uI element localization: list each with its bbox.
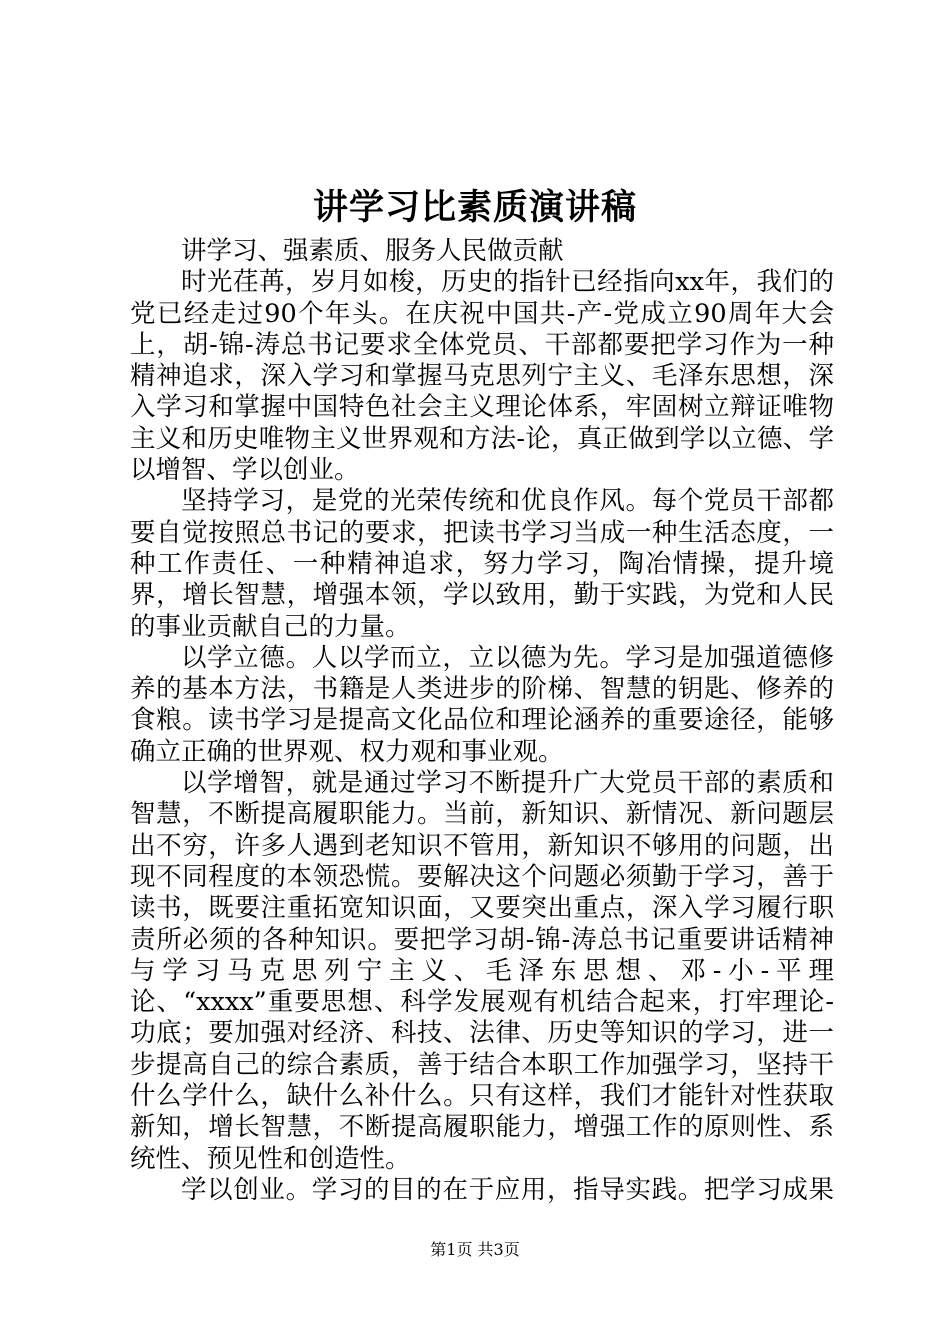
document-title: 讲学习比素质演讲稿 <box>312 187 637 228</box>
document-body <box>130 236 834 1206</box>
body-paragraph: 坚持学习，是党的光荣传统和优良作风。每个党员干部都要自觉按照总书记的要求，把读书学习当成一种生活态度，一种工作责任、一种精神追求，努力学习，陶冶情操，提升境界，增长智慧，增强本领，学以致用，勤于实践，为党和人民的事业贡献自己的力量。 <box>130 486 834 642</box>
body-paragraph: 学以创业。学习的目的在于应用，指导实践。把学习成果 <box>181 1174 834 1205</box>
subtitle-paragraph: 讲学习、强素质、服务人民做贡献 <box>181 236 564 266</box>
page-number-footer: 第1页 共3页 <box>430 1240 520 1259</box>
body-paragraph: 以学立德。人以学而立，立以德为先。学习是加强道德修养的基本方法，书籍是人类进步的阶梯、智慧的钥匙、修养的食粮。读书学习是提高文化品位和理论涵养的重要途径，能够确立正确的世界观、权力观和事业观。 <box>130 642 834 767</box>
body-paragraph: 以学增智，就是通过学习不断提升广大党员干部的素质和智慧，不断提高履职能力。当前，新知识、新情况、新问题层出不穷，许多人遇到老知识不管用，新知识不够用的问题，出现不同程度的本领恐慌。要解决这个问题必须勤于学习，善于读书，既要注重拓宽知识面，又要突出重点，深入学习履行职责所必须的各种知识。要把学习胡-锦-涛总书记重要讲话精神与学习马克思列宁主义、毛泽东思想、邓-小-平理论、“xxxx”重要思想、科学发展观有机结合起来，打牢理论-功底；要加强对经济、科技、法律、历史等知识的学习，进一步提高自己的综合素质，善于结合本职工作加强学习，坚持干什么学什么，缺什么补什么。只有这样，我们才能针对性获取新知，增长智慧，不断提高履职能力，增强工作的原则性、系统性、预见性和创造性。 <box>130 768 834 1174</box>
body-paragraph: 时光荏苒，岁月如梭，历史的指针已经指向xx年，我们的党已经走过90个年头。在庆祝中国共-产-党成立90周年大会上，胡-锦-涛总书记要求全体党员、干部都要把学习作为一种精神追求，深入学习和掌握马克思列宁主义、毛泽东思想，深入学习和掌握中国特色社会主义理论体系，牢固树立辩证唯物主义和历史唯物主义世界观和方法-论，真正做到学以立德、学以增智、学以创业。 <box>130 267 834 486</box>
